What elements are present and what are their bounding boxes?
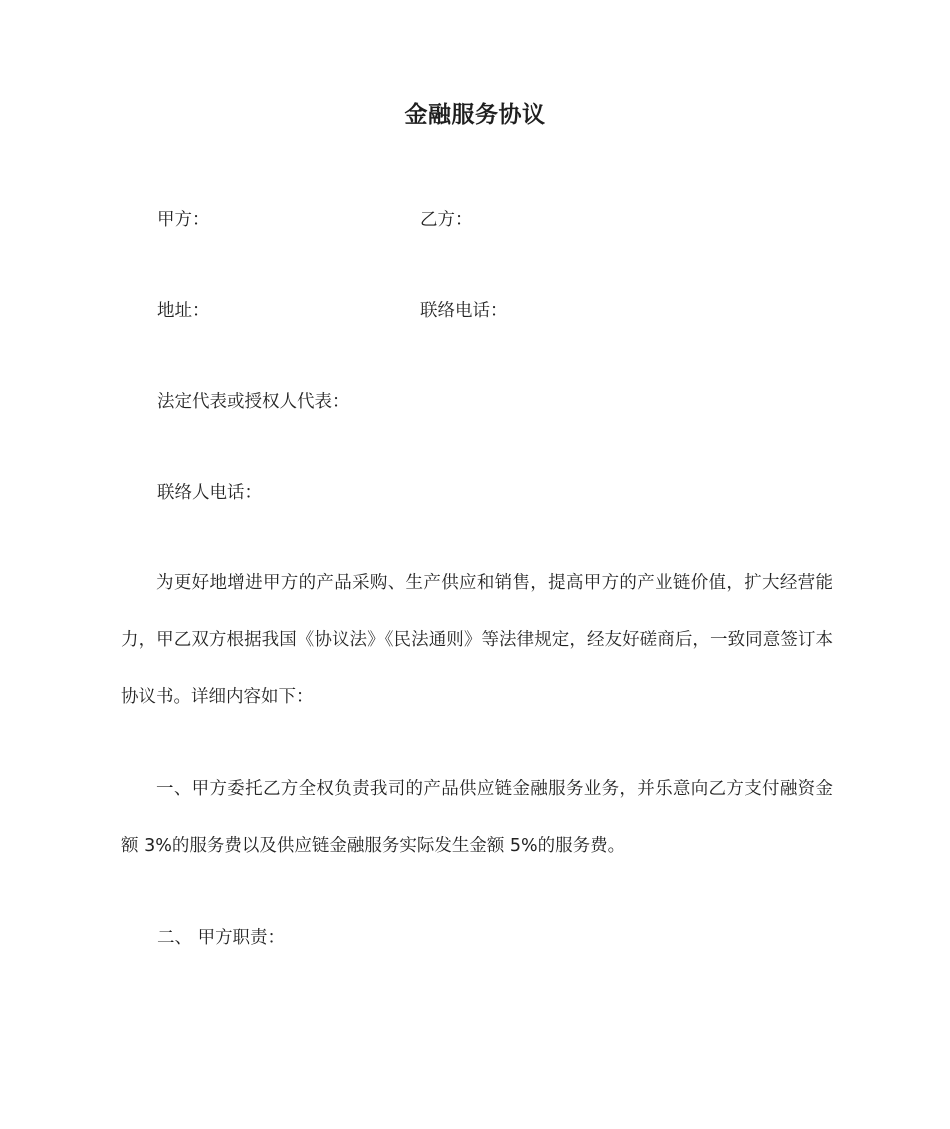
document-title: 金融服务协议 [404,102,546,128]
contact-phone-label: 联络电话： [420,301,508,321]
party-a-label: 甲方： [157,210,210,230]
clause-two-heading: 二、 甲方职责： [157,928,286,948]
intro-paragraph: 为更好地增进甲方的产品采购、生产供应和销售，提高甲方的产业链价值，扩大经营能力，甲乙双方根据我国《协议法》《民法通则》等法律规定，经友好磋商后，一致同意签订本协议书。详细内容如下： [121,573,833,707]
contact-person-phone-label: 联络人电话： [157,483,262,503]
clause-one-paragraph: 一、甲方委托乙方全权负责我司的产品供应链金融服务业务，并乐意向乙方支付融资金额 3%的服务费以及供应链金融服务实际发生金额 5%的服务费。 [121,779,833,856]
legal-representative-label: 法定代表或授权人代表： [157,392,350,412]
address-label: 地址： [157,301,210,321]
party-b-label: 乙方： [420,210,473,230]
